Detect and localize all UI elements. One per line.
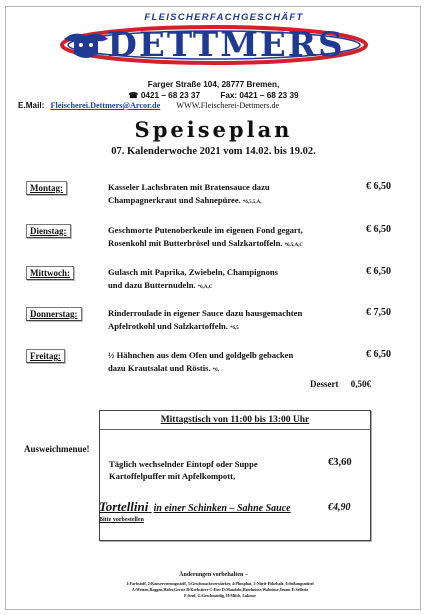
dish-line1: Gulasch mit Paprika, Zwiebeln, Champignons: [108, 267, 278, 277]
price-mittwoch: € 6,50: [366, 266, 391, 277]
email-label: E.Mail:: [18, 101, 45, 110]
dish-freitag: [108, 349, 364, 377]
ausweich-heading: Ausweichmenue!: [24, 444, 90, 454]
allergen-codes: *6,A,C: [197, 285, 213, 290]
phone: ☎ 0421 – 68 23 37: [128, 91, 201, 100]
page-title: Speiseplan: [134, 117, 293, 142]
allergen-codes: *6,: [212, 368, 219, 373]
dessert: [310, 379, 371, 389]
dish-line2: und dazu Butternudeln. *6,A,C: [108, 280, 213, 290]
day-label-donnerstag: Donnerstag:: [26, 307, 82, 321]
day-label-montag: Montag:: [26, 181, 67, 195]
eintopf-line2: Kartoffelpuffer mit Apfelkompott,: [109, 471, 236, 481]
tortellini-heading: [99, 499, 291, 515]
eintopf-line1: Täglich wechselnder Eintopf oder Suppe: [109, 459, 258, 469]
email-line: [18, 101, 418, 110]
day-label-dienstag: Dienstag:: [26, 224, 71, 238]
day-label-mittwoch: Mittwoch:: [26, 266, 74, 280]
price-dienstag: € 6,50: [366, 224, 391, 235]
address-phone-fax: [0, 90, 427, 100]
mittagstisch-header: Mittagstisch von 11:00 bis 13:00 Uhr: [100, 411, 370, 430]
dish-line1: Geschmorte Putenoberkeule im eigenen Fond gegart,: [108, 225, 303, 235]
eintopf-price: €3,60: [328, 457, 352, 468]
footer-additives: 1:Farbstoff, 2:Konservierungsstoff, 3:Geschmacksverstärker, 4:Phosphat, 5:Nitrit-Pökelsalz, 6:Süßungsmittel: [126, 581, 314, 586]
preorder-note: Bitte vorbestellen: [99, 517, 144, 523]
footer-notice: Änderungen vorbehalten –: [179, 572, 248, 578]
allergen-codes: *6,5,A,C: [284, 243, 303, 248]
week-heading: 07. Kalenderwoche 2021 vom 14.02. bis 19.02.: [111, 146, 316, 157]
dish-line1: Kasseler Lachsbraten mit Bratensauce dazu: [108, 182, 270, 192]
allergen-codes: *6,5: [229, 326, 239, 331]
price-freitag: € 6,50: [366, 349, 391, 360]
email-link[interactable]: Fleischerei.Dettmers@Arcor.de: [50, 101, 161, 110]
dish-mittwoch: [108, 266, 364, 294]
day-label-freitag: Freitag:: [26, 349, 65, 363]
eintopf-text: [109, 458, 339, 482]
footer-allergens-2: F:Senf, G:Geschmeidig, H:Milch, Laktose: [184, 593, 256, 598]
address-street: Farger Straße 104, 28777 Bremen,: [147, 80, 280, 89]
dish-line1: Rinderroulade in eigener Sauce dazu hausgemachten: [108, 308, 303, 318]
tortellini-price: €4,90: [328, 502, 351, 513]
allergen-codes: *6,5,5,A,: [242, 200, 262, 205]
tortellini-sauce: in einer Schinken – Sahne Sauce: [153, 503, 291, 514]
dessert-price: 0,50€: [350, 379, 371, 389]
tortellini-name: Tortellini: [99, 499, 149, 514]
dish-line2: dazu Krautsalat und Röstis. *6,: [108, 363, 219, 373]
dish-line2: Champagnerkraut und Sahnepüree. *6,5,5,A,: [108, 195, 262, 205]
dish-line2: Rosenkohl mit Butterbrösel und Salzkartoffeln. *6,5,A,C: [108, 238, 303, 248]
dessert-label: Dessert: [310, 379, 339, 389]
dish-donnerstag: [108, 307, 364, 335]
dish-line1: ½ Hähnchen aus dem Ofen und goldgelb gebacken: [108, 350, 294, 360]
logo-subtitle: FLEISCHERFACHGESCHÄFT: [144, 12, 304, 23]
dish-line2: Apfelrotkohl und Salzkartoffeln. *6,5: [108, 321, 239, 331]
footer-allergens-1: A:Weizen,Roggen,Hafer,Gerste B:Krebstiere C:Eier D:Mandeln,Haselnüsse,Walnüsse,Sesam E:Sellerie: [131, 587, 309, 592]
fax: Fax: 0421 – 68 23 39: [220, 91, 299, 100]
website: WWW.Fleischerei-Dettmers.de: [176, 101, 280, 110]
price-montag: € 6,50: [366, 181, 391, 192]
dish-dienstag: [108, 224, 364, 252]
logo-name: DETTMERS: [107, 25, 345, 65]
price-donnerstag: € 7,50: [366, 307, 391, 318]
dish-montag: [108, 181, 364, 209]
